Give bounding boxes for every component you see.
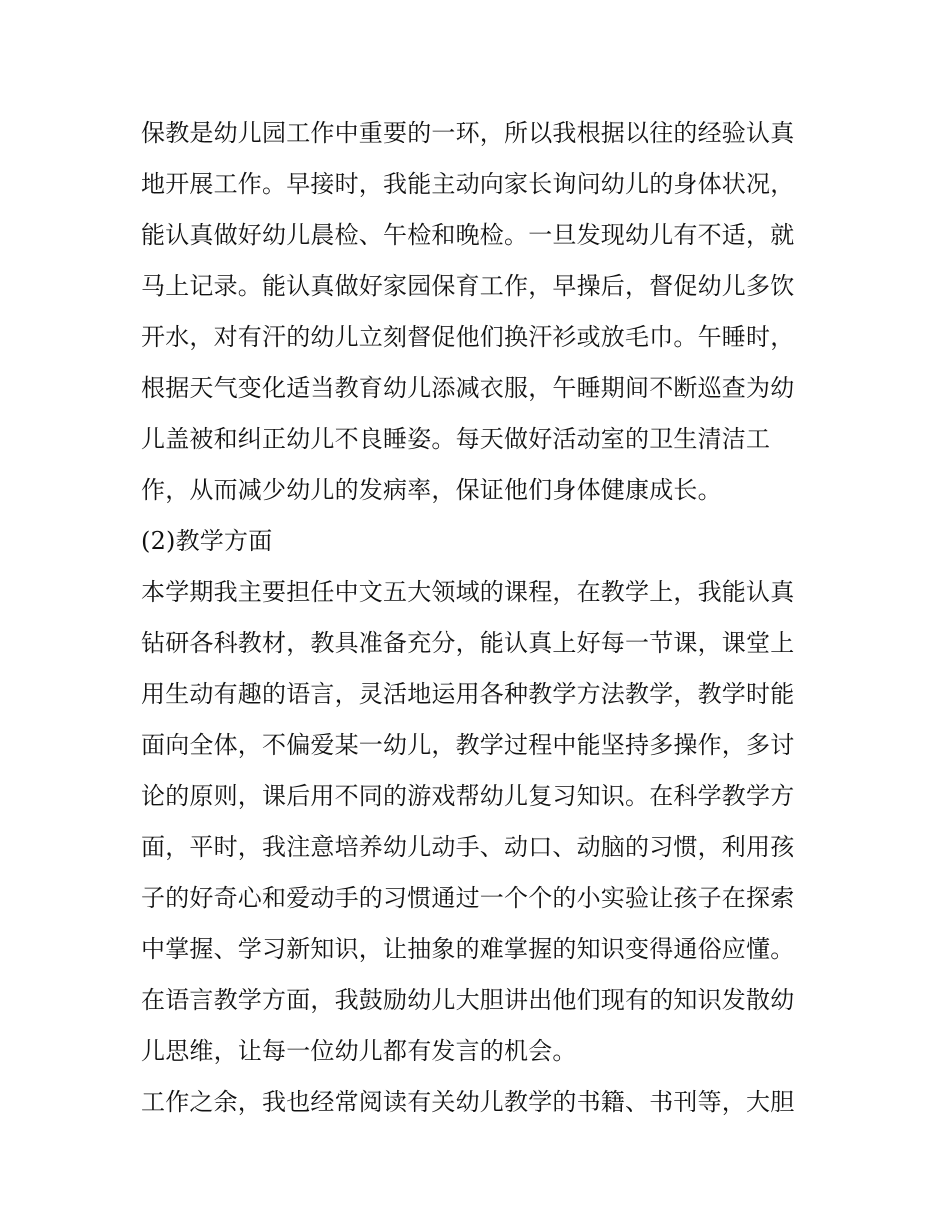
text-line: 开水，对有汗的幼儿立刻督促他们换汗衫或放毛巾。午睡时， xyxy=(141,323,795,351)
text-line: 马上记录。能认真做好家园保育工作，早操后，督促幼儿多饮 xyxy=(141,272,795,300)
text-line: 面，平时，我注意培养幼儿动手、动口、动脑的习惯，利用孩 xyxy=(141,833,795,861)
document-body xyxy=(141,108,813,1128)
text-line: 作，从而减少幼儿的发病率，保证他们身体健康成长。 xyxy=(141,476,722,504)
text-line: 儿盖被和纠正幼儿不良睡姿。每天做好活动室的卫生清洁工 xyxy=(141,425,771,453)
text-line: 儿思维，让每一位幼儿都有发言的机会。 xyxy=(141,1037,577,1065)
text-line: 在语言教学方面，我鼓励幼儿大胆讲出他们现有的知识发散幼 xyxy=(141,986,795,1014)
text-line: 论的原则，课后用不同的游戏帮幼儿复习知识。在科学教学方 xyxy=(141,782,795,810)
text-line: 钻研各科教材，教具准备充分，能认真上好每一节课，课堂上 xyxy=(141,629,795,657)
text-line: 工作之余，我也经常阅读有关幼儿教学的书籍、书刊等，大胆 xyxy=(141,1088,795,1116)
text-line: 本学期我主要担任中文五大领域的课程，在教学上，我能认真 xyxy=(141,578,795,606)
text-line: 能认真做好幼儿晨检、午检和晚检。一旦发现幼儿有不适，就 xyxy=(141,221,795,249)
text-line: 保教是幼儿园工作中重要的一环，所以我根据以往的经验认真 xyxy=(141,119,795,147)
text-line: 地开展工作。早接时，我能主动向家长询问幼儿的身体状况， xyxy=(141,170,795,198)
text-line: 面向全体，不偏爱某一幼儿，教学过程中能坚持多操作，多讨 xyxy=(141,731,795,759)
text-line: 用生动有趣的语言，灵活地运用各种教学方法教学，教学时能 xyxy=(141,680,795,708)
text-line: 子的好奇心和爱动手的习惯通过一个个的小实验让孩子在探索 xyxy=(141,884,795,912)
text-line: 根据天气变化适当教育幼儿添减衣服，午睡期间不断巡查为幼 xyxy=(141,374,795,402)
section-heading: (2)教学方面 xyxy=(141,527,273,555)
text-line: 中掌握、学习新知识，让抽象的难掌握的知识变得通俗应懂。 xyxy=(141,935,795,963)
